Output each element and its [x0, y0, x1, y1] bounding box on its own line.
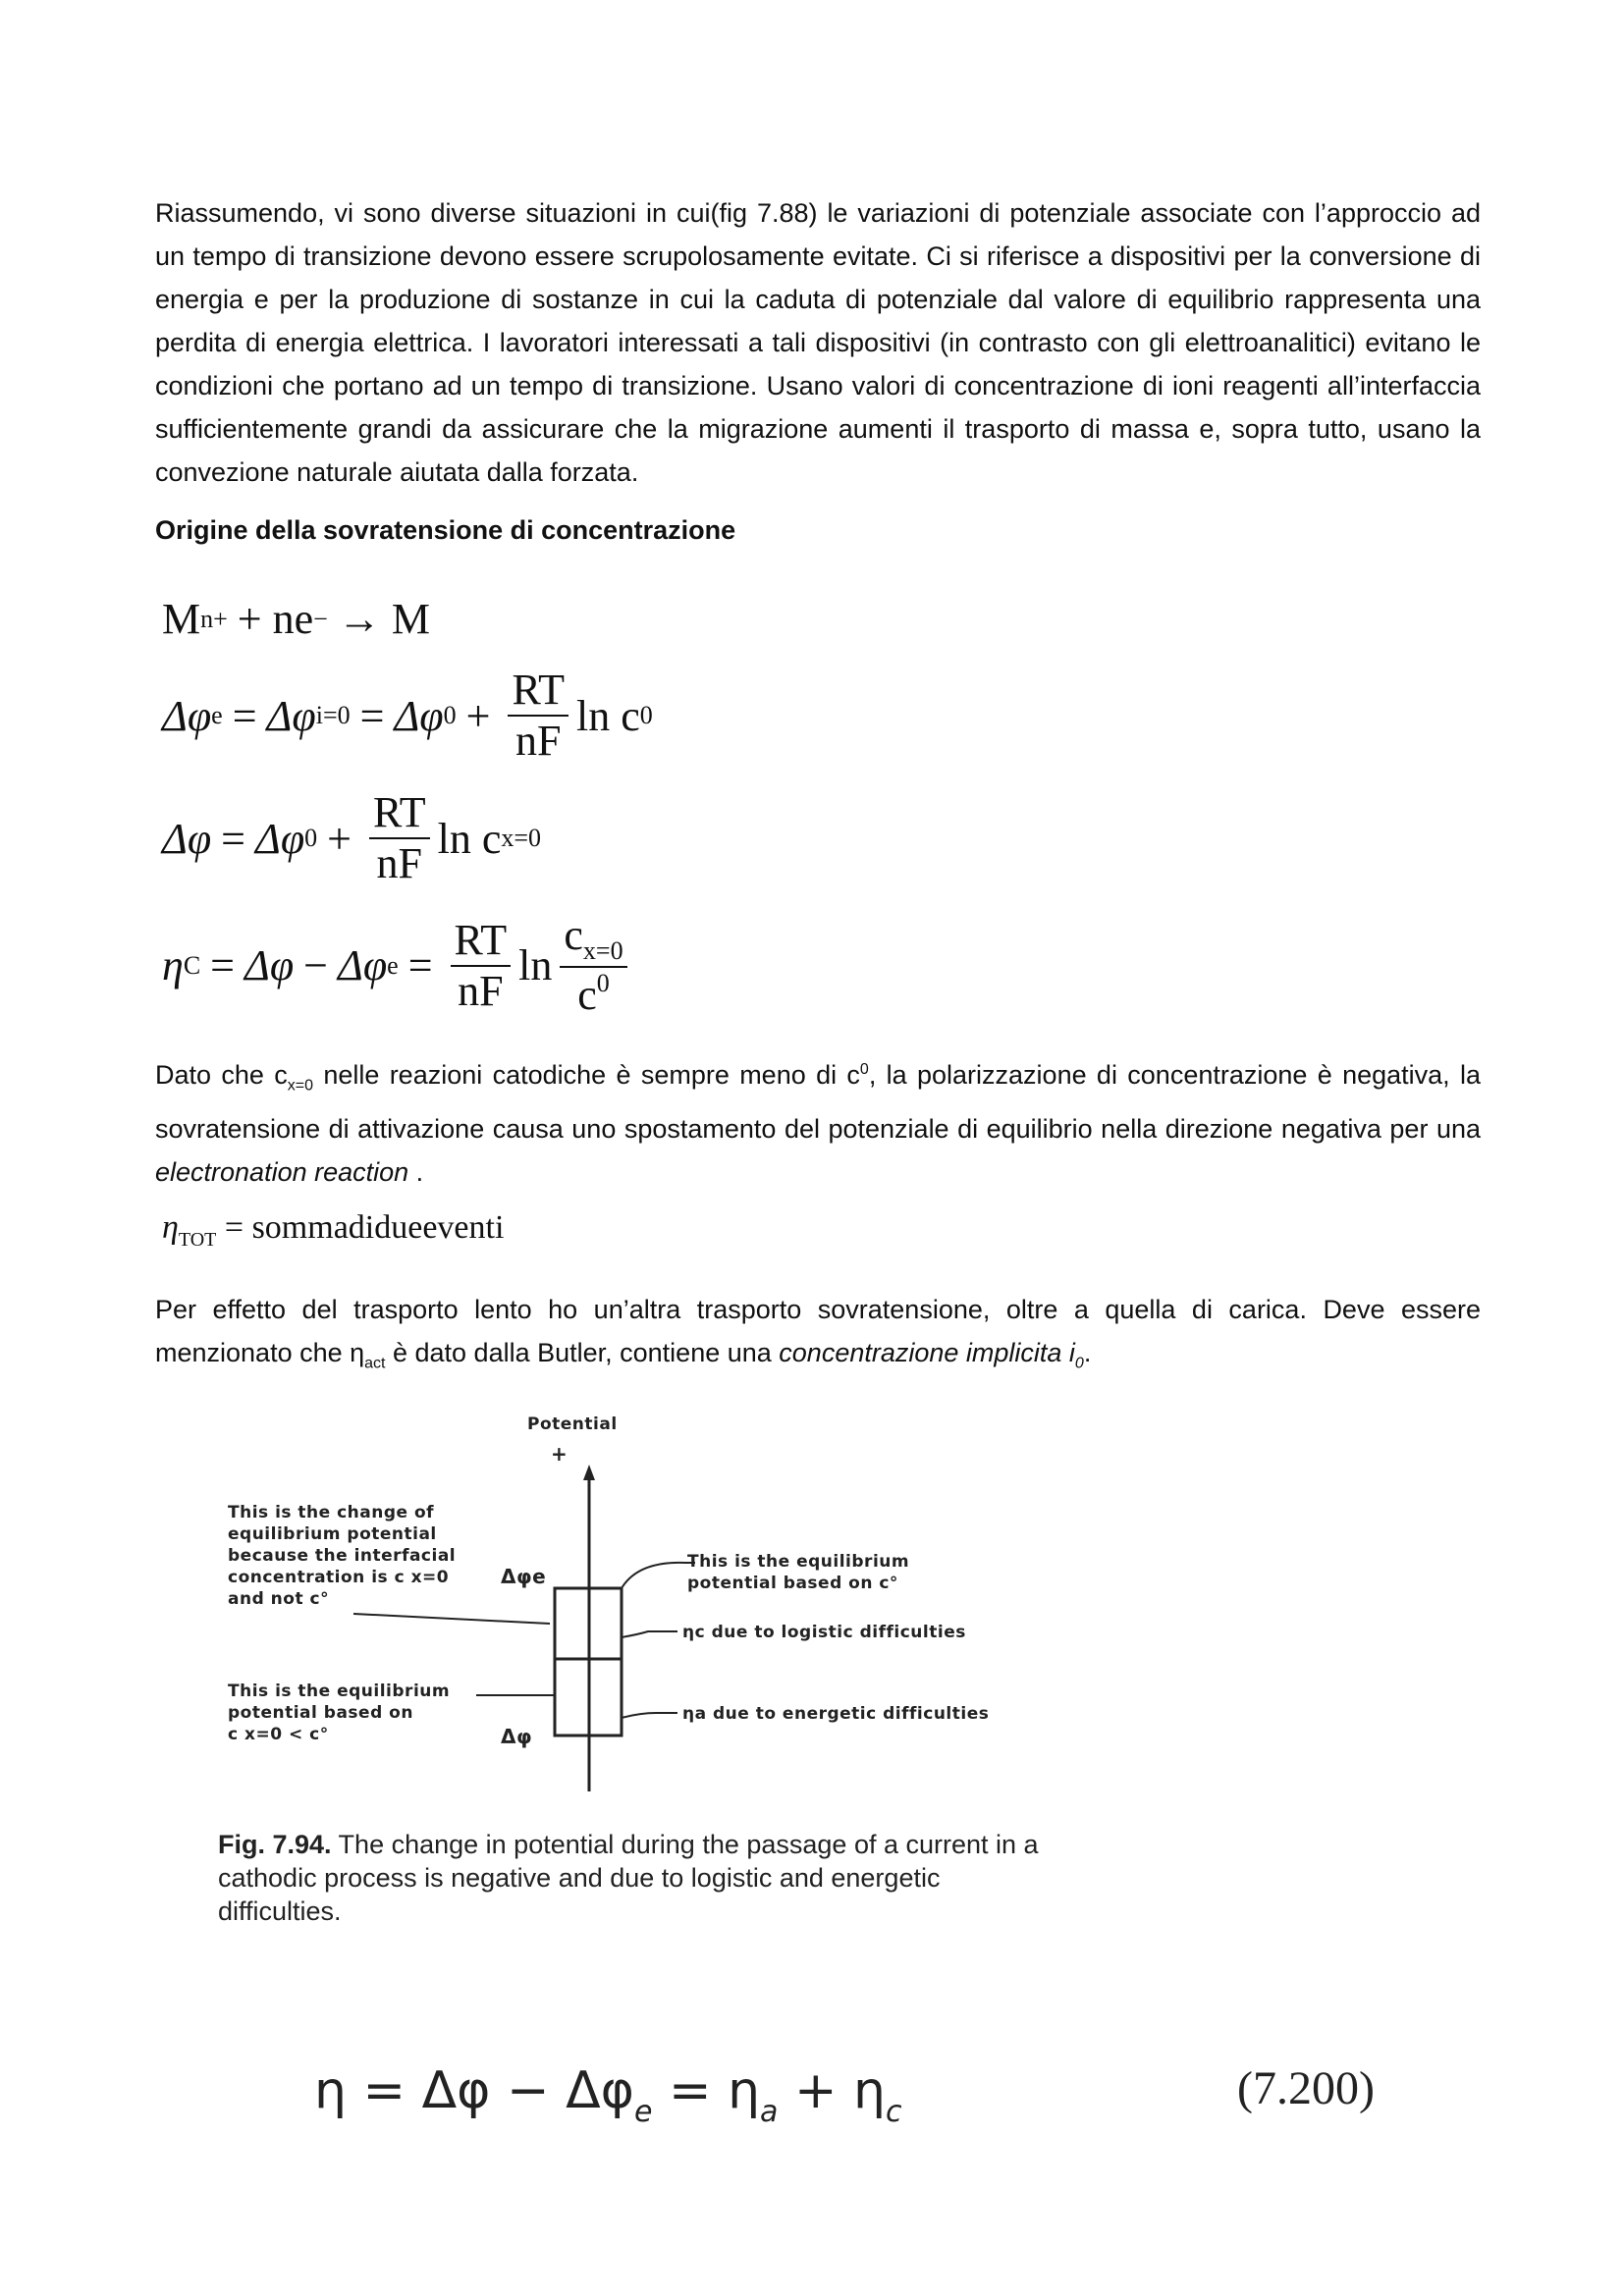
paragraph-polarization: Dato che $c_{x=0}$ nelle reazioni catodiche è sempre meno di $c^0$, la polarizzazione di concentrazione è negativa, la sovratensione di attivazione causa uno spostamento del potenziale di equilibrio nella direzione negativa per una electronation reaction .	[155, 1060, 1482, 1188]
paragraph-intro: Riassumendo, vi sono diverse situazioni in cui(fig 7.88) le variazioni di potenziale associate con l’approccio ad un tempo di transizione devono essere scrupolosamente evitate. Ci si riferisce a dispositivi per la conversione di energia e per la produzione di sostanze in cui la caduta di potenziale dal valore di equilibrio rappresenta una perdita di energia elettrica. I lavoratori interessati a tali dispositivi (in contrasto con gli elettroanalitici) evitano le condizioni che portano ad un tempo di transizione. Usano valori di concentrazione di ioni reagenti all’interfaccia sufficientemente grandi da assicurare che la migrazione aumenti il trasporto di massa e, sopra tutto, usano la convezione naturale aiutata dalla forzata.	[155, 198, 1481, 487]
label-delta-phi-e: Δφe	[501, 1565, 547, 1588]
leader-eta-c	[622, 1631, 677, 1637]
axis-plus-sign: +	[551, 1442, 568, 1466]
label-eta-a: ηa due to energetic difficulties	[682, 1704, 990, 1724]
equation-reduction: M n+ + ne − → M	[162, 595, 430, 643]
figure-potential-diagram	[216, 1414, 1100, 2022]
label-delta-phi: Δφ	[501, 1725, 533, 1748]
axis-arrowhead-icon	[583, 1465, 595, 1480]
leader-left-top	[353, 1614, 550, 1624]
paragraph-transport: Per effetto del trasporto lento ho un’altra trasporto sovratensione, oltre a quella di carica. Deve essere menzionato che $\eta_{act}$ è dato dalla Butler, contiene una concentrazione implicita $i_0$.	[155, 1295, 1481, 1372]
label-left-top: This is the change of equilibrium potential because the interfacial concentration is c x=0 and not c°	[228, 1503, 457, 1609]
axis-label: Potential	[527, 1415, 618, 1434]
section-heading: Origine della sovratensione di concentrazione	[155, 515, 736, 545]
equation-potential-interface: Δφ = Δφ 0 + $\frac{RT}{nF}$ ln c x=0	[162, 788, 542, 888]
equation-7-200: $\eta = \Delta\varphi - \Delta\varphi_e = \eta_a + \eta_c$	[314, 2061, 902, 2129]
fraction-rt-nf: $\frac{RT}{nF}$	[508, 667, 568, 764]
label-eta-c: ηc due to logistic difficulties	[682, 1623, 966, 1642]
figure-lines	[216, 1414, 1100, 1806]
leader-right-top	[622, 1563, 695, 1588]
fraction-rt-nf: $\frac{RT}{nF}$	[451, 918, 512, 1014]
equation-equilibrium-potential: Δφ e = Δφ i=0 = Δφ 0 + $\frac{RT}{nF}$ ln c 0	[162, 666, 653, 766]
equation-eta-total: $\eta_{TOT}$ = sommadidueeventi	[162, 1209, 505, 1251]
leader-eta-a	[622, 1713, 677, 1718]
fraction-rt-nf: $\frac{RT}{nF}$	[369, 790, 430, 886]
equation-concentration-overpotential: η C = Δφ − Δφ e = $\frac{RT}{nF}$ ln $\frac{c_{x=0}}{c^0}$	[162, 913, 635, 1018]
fraction-concentration-ratio: $\frac{c_{x=0}}{c^0}$	[560, 913, 626, 1018]
label-left-bottom: This is the equilibrium potential based on c x=0 < c°	[228, 1682, 451, 1744]
label-right-top: This is the equilibrium potential based on c°	[687, 1552, 910, 1593]
figure-caption: Fig. 7.94. The change in potential during the passage of a current in a cathodic process is negative and due to logistic and energetic difficulties.	[218, 1830, 1039, 1926]
equation-number: (7.200)	[1237, 2062, 1375, 2114]
